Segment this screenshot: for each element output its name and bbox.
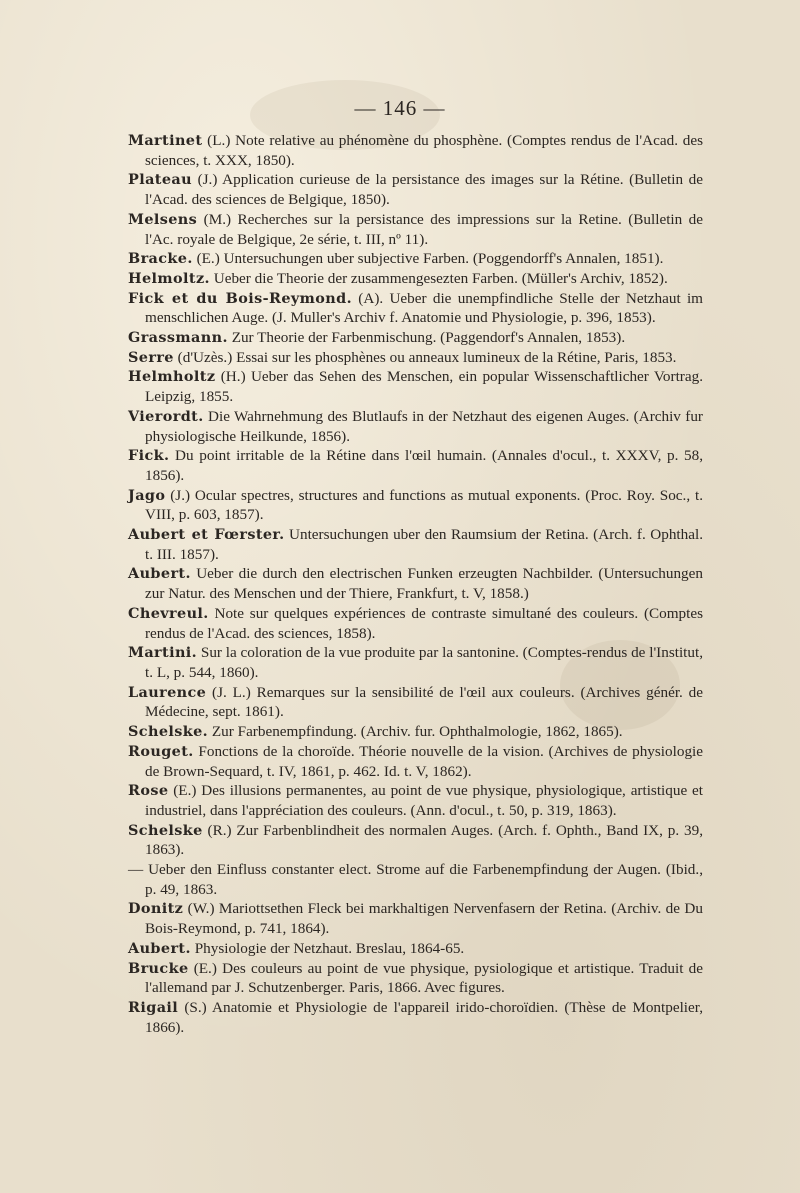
bibliography-entry: [128, 367, 703, 406]
bibliography-entry: [128, 959, 703, 998]
entry-text: (J.) Application curieuse de la persistance des images sur la Rétine. (Bulletin de l'Acad. des sciences de Belgique, 1850).: [145, 171, 703, 209]
entry-author: Fick et du Bois-Reymond.: [128, 289, 352, 307]
entry-text: (M.) Recherches sur la persistance des impressions sur la Retine. (Bulletin de l'Ac. royale de Belgique, 2e série, t. III, nº 11).: [145, 210, 703, 248]
entry-author: Schelske: [128, 821, 203, 839]
bibliography-list: [128, 131, 703, 1037]
entry-author: Rose: [128, 782, 169, 800]
entry-author: Martini.: [128, 644, 198, 662]
entry-text: (S.) Anatomie et Physiologie de l'appareil irido-choroïdien. (Thèse de Montpelier, 1866).: [145, 998, 703, 1036]
bibliography-entry: [128, 210, 703, 249]
bibliography-entry: [128, 486, 703, 525]
bibliography-entry: [128, 821, 703, 860]
entry-text: (L.) Note relative au phénomène du phosphène. (Comptes rendus de l'Acad. des sciences, t. XXX, 1850).: [145, 132, 703, 169]
bibliography-entry: [128, 269, 703, 289]
entry-author: Aubert et Fœrster.: [128, 526, 285, 544]
entry-author: Grassmann.: [128, 329, 228, 347]
entry-author: Aubert.: [128, 565, 191, 583]
bibliography-entry: [128, 525, 703, 564]
entry-text: Du point irritable de la Rétine dans l'œil humain. (Annales d'ocul., t. XXXV, p. 58, 1856).: [145, 447, 703, 484]
bibliography-entry: [128, 446, 703, 485]
bibliography-entry: [128, 249, 703, 269]
entry-author: Helmoltz.: [128, 269, 210, 287]
entry-text: Zur Farbenempfindung. (Archiv. fur. Ophthalmologie, 1862, 1865).: [208, 723, 623, 741]
entry-author: Donitz: [128, 900, 184, 918]
entry-text: Untersuchungen uber den Raumsium der Retina. (Arch. f. Ophthal. t. III. 1857).: [145, 526, 703, 563]
entry-text: (E.) Des illusions permanentes, au point de vue physique, physiologique, artistique et industriel, dans l'appréciation des couleurs. (Ann. d'ocul., t. 50, p. 319, 1863).: [145, 782, 703, 819]
entry-author: Jago: [128, 486, 166, 504]
entry-author: Rigail: [128, 998, 179, 1016]
entry-text: (R.) Zur Farbenblindheit des normalen Auges. (Arch. f. Ophth., Band IX, p. 39, 1863).: [145, 821, 703, 859]
bibliography-entry: [128, 683, 703, 722]
entry-author: Vierordt.: [128, 407, 204, 425]
entry-text: Die Wahrnehmung des Blutlaufs in der Netzhaut des eigenen Auges. (Archiv fur physiologische Heilkunde, 1856).: [145, 407, 703, 445]
bibliography-entry: [128, 328, 703, 348]
entry-author: Schelske.: [128, 723, 209, 741]
entry-author: Bracke.: [128, 250, 193, 268]
entry-author: Aubert.: [128, 939, 191, 957]
entry-author: Melsens: [128, 210, 198, 228]
bibliography-entry: [128, 289, 703, 328]
entry-author: Serre: [128, 348, 174, 366]
entry-text: Physiologie der Netzhaut. Breslau, 1864-65.: [190, 939, 465, 957]
entry-text: — Ueber den Einfluss constanter elect. Strome auf die Farbenempfindung der Augen. (Ibid., p. 49, 1863.: [128, 861, 703, 898]
entry-text: (H.) Ueber das Sehen des Menschen, ein popular Wissenschaftlicher Vortrag. Leipzig, 1855.: [145, 368, 703, 406]
entry-text: (E.) Untersuchungen uber subjective Farben. (Poggendorff's Annalen, 1851).: [192, 250, 664, 268]
bibliography-entry: [128, 998, 703, 1037]
entry-author: Rouget.: [128, 742, 194, 760]
entry-author: Martinet: [128, 132, 203, 149]
bibliography-entry: [128, 170, 703, 209]
entry-text: (J. L.) Remarques sur la sensibilité de l'œil aux couleurs. (Archives génér. de Médecine, sept. 1861).: [145, 683, 703, 721]
bibliography-entry: [128, 604, 703, 643]
entry-author: Brucke: [128, 959, 189, 977]
bibliography-entry: [128, 348, 703, 368]
entry-text: Ueber die durch den electrischen Funken erzeugten Nachbilder. (Untersuchungen zur Natur. des Menschen und der Thiere, Frankfurt, t. V, 1858.): [145, 565, 703, 603]
entry-text: (d'Uzès.) Essai sur les phosphènes ou anneaux lumineux de la Rétine, Paris, 1853.: [173, 348, 677, 366]
entry-text: Fonctions de la choroïde. Théorie nouvelle de la vision. (Archives de physiologie de Brown-Sequard, t. IV, 1861, p. 462. Id. t. V, 1862).: [145, 742, 703, 780]
entry-text: Note sur quelques expériences de contraste simultané des couleurs. (Comptes rendus de l'Acad. des sciences, 1858).: [145, 604, 703, 642]
entry-text: (A). Ueber die unempfindliche Stelle der Netzhaut im menschlichen Auge. (J. Muller's Archiv f. Anatomie und Physiologie, p. 396, 1853).: [145, 289, 703, 327]
bibliography-entry: [128, 564, 703, 603]
bibliography-entry: [128, 939, 703, 959]
bibliography-entry: [128, 131, 703, 170]
bibliography-entry: [128, 722, 703, 742]
bibliography-entry: [128, 899, 703, 938]
bibliography-entry: [128, 860, 703, 899]
entry-text: Sur la coloration de la vue produite par la santonine. (Comptes-rendus de l'Institut, t. L, p. 544, 1860).: [145, 644, 704, 681]
bibliography-entry: [128, 742, 703, 781]
entry-author: Laurence: [128, 683, 207, 701]
page-number: — 146 —: [354, 96, 446, 120]
entry-text: (E.) Des couleurs au point de vue physique, pysiologique et artistique. Traduit de l'allemand par J. Schutzenberger. Paris, 1866. Avec figures.: [145, 959, 703, 997]
entry-author: Helmholtz: [128, 368, 216, 386]
entry-author: Plateau: [128, 171, 193, 189]
bibliography-entry: [128, 407, 703, 446]
bibliography-entry: [128, 643, 703, 682]
entry-author: Chevreul.: [128, 604, 209, 622]
entry-text: Ueber die Theorie der zusammengesezten Farben. (Müller's Archiv, 1852).: [209, 269, 668, 287]
entry-author: Fick.: [128, 447, 170, 465]
entry-text: (J.) Ocular spectres, structures and functions as mutual exponents. (Proc. Roy. Soc., t. VIII, p. 603, 1857).: [145, 486, 703, 524]
bibliography-entry: [128, 781, 703, 820]
entry-text: Zur Theorie der Farbenmischung. (Paggendorf's Annalen, 1853).: [227, 329, 626, 347]
entry-text: (W.) Mariottsethen Fleck bei markhaltigen Nervenfasern der Retina. (Archiv. de Du Bois-Reymond, p. 741, 1864).: [145, 900, 703, 938]
